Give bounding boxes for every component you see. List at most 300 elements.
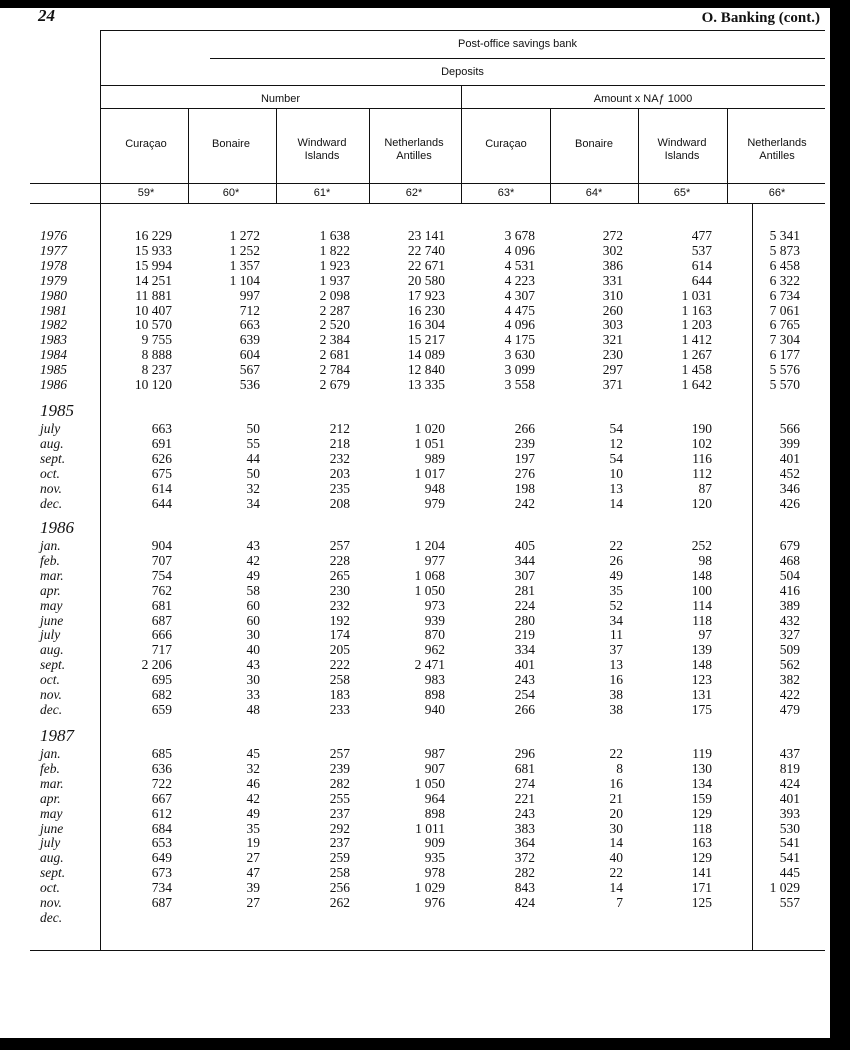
- table-cell: 372: [514, 850, 535, 866]
- table-cell: 14 089: [407, 347, 445, 363]
- table-cell: 258: [329, 865, 350, 881]
- table-cell: 2 681: [319, 347, 350, 363]
- table-cell: 401: [779, 450, 800, 466]
- table-cell: 2 206: [141, 657, 172, 673]
- table-cell: 898: [424, 805, 445, 821]
- table-cell: 6 458: [769, 257, 800, 273]
- section-title: O. Banking (cont.): [701, 10, 820, 26]
- table-cell: 7 304: [769, 332, 800, 348]
- rule-under-group: [100, 108, 825, 109]
- table-cell: 8 237: [141, 362, 172, 378]
- table-cell: 612: [151, 805, 172, 821]
- group-heading: 1985: [40, 401, 74, 420]
- table-cell: 35: [609, 582, 623, 598]
- table-cell: 8 888: [141, 347, 172, 363]
- row-label: 1977: [40, 242, 67, 258]
- table-cell: 695: [151, 672, 172, 688]
- table-cell: 1 357: [229, 257, 260, 273]
- table-cell: 32: [246, 480, 260, 496]
- column-code: 66*: [768, 187, 786, 199]
- table-cell: 541: [779, 835, 800, 851]
- table-cell: 15 217: [407, 332, 445, 348]
- row-label: july: [40, 835, 61, 851]
- table-cell: 12: [609, 435, 623, 451]
- table-cell: 1 252: [229, 242, 260, 258]
- table-cell: 562: [779, 657, 800, 673]
- table-cell: 258: [329, 672, 350, 688]
- table-cell: 34: [246, 495, 260, 511]
- table-cell: 5 873: [769, 242, 800, 258]
- row-label: 1976: [40, 228, 67, 243]
- row-label: nov.: [40, 687, 62, 702]
- col-divider: [188, 108, 189, 203]
- rule-top: [100, 30, 825, 31]
- table-cell: 44: [246, 450, 260, 466]
- table-cell: 6 734: [769, 287, 800, 303]
- table-cell: 684: [151, 820, 172, 836]
- table-cell: 130: [691, 760, 712, 776]
- table-cell: 4 531: [504, 257, 535, 273]
- table-cell: 22 671: [407, 257, 445, 273]
- deposits-header: Deposits: [441, 66, 484, 78]
- table-cell: 242: [514, 495, 535, 511]
- table-cell: 37: [609, 642, 623, 658]
- col-divider: [727, 108, 728, 203]
- table-cell: 979: [424, 495, 445, 511]
- table-cell: 260: [602, 302, 623, 318]
- table-cell: 123: [691, 672, 712, 688]
- table-cell: 4 223: [504, 272, 535, 288]
- table-cell: 274: [514, 775, 535, 791]
- table-cell: 1 267: [681, 347, 712, 363]
- table-cell: 280: [514, 612, 535, 628]
- table-cell: 276: [514, 465, 535, 481]
- table-cell: 265: [329, 567, 350, 583]
- scan-border-top: [0, 0, 850, 8]
- table-cell: 292: [329, 820, 350, 836]
- table-cell: 42: [246, 790, 260, 806]
- table-cell: 297: [602, 362, 623, 378]
- table-cell: 148: [691, 567, 712, 583]
- table-cell: 239: [329, 760, 350, 776]
- table-cell: 233: [329, 701, 350, 717]
- table-cell: 386: [602, 257, 623, 273]
- table-cell: 266: [514, 701, 535, 717]
- table-cell: 393: [779, 805, 800, 821]
- table-cell: 27: [246, 850, 260, 866]
- table-cell: 939: [424, 612, 445, 628]
- table-cell: 722: [151, 775, 172, 791]
- table-cell: 541: [779, 850, 800, 866]
- table-cell: 102: [691, 435, 712, 451]
- row-label: apr.: [40, 582, 61, 598]
- table-cell: 38: [609, 701, 623, 717]
- row-label: dec.: [40, 909, 63, 925]
- table-cell: 97: [698, 627, 712, 643]
- table-cell: 687: [151, 895, 172, 910]
- table-cell: 679: [779, 538, 800, 553]
- table-cell: 87: [698, 480, 712, 496]
- row-label: feb.: [40, 760, 60, 776]
- table-cell: 16 304: [407, 317, 445, 333]
- table-cell: 973: [424, 597, 445, 613]
- table-cell: 5 570: [769, 377, 800, 392]
- table-cell: 9 755: [141, 332, 172, 348]
- table-cell: 21: [609, 790, 623, 806]
- table-cell: 416: [779, 582, 800, 598]
- page-number: 24: [38, 6, 55, 25]
- table-cell: 224: [514, 597, 535, 613]
- table-cell: 4 307: [504, 287, 535, 303]
- table-cell: 989: [424, 450, 445, 466]
- table-cell: 2 287: [319, 302, 350, 318]
- table-cell: 243: [514, 672, 535, 688]
- row-label: nov.: [40, 895, 62, 910]
- table-cell: 310: [602, 287, 623, 303]
- table-cell: 1 011: [415, 820, 445, 836]
- column-code: 64*: [585, 187, 603, 199]
- table-cell: 11: [610, 627, 623, 643]
- table-cell: 266: [514, 421, 535, 436]
- table-cell: 445: [779, 865, 800, 881]
- table-cell: 303: [602, 317, 623, 333]
- table-cell: 1 031: [681, 287, 712, 303]
- row-label: feb.: [40, 552, 60, 568]
- table-cell: 762: [151, 582, 172, 598]
- row-label: aug.: [40, 642, 64, 658]
- row-label: 1980: [40, 287, 67, 303]
- table-cell: 566: [779, 421, 800, 436]
- table-cell: 15 933: [134, 242, 172, 258]
- table-cell: 219: [514, 627, 535, 643]
- table-cell: 327: [779, 627, 800, 643]
- row-label: 1979: [40, 272, 67, 288]
- table-cell: 383: [514, 820, 535, 836]
- table-cell: 7 061: [769, 302, 800, 318]
- group-heading: 1986: [40, 518, 74, 537]
- row-label: aug.: [40, 850, 64, 866]
- row-label: apr.: [40, 790, 61, 806]
- table-cell: 898: [424, 687, 445, 702]
- table-cell: 940: [424, 701, 445, 717]
- table-cell: 1 163: [681, 302, 712, 318]
- table-cell: 707: [151, 552, 172, 568]
- row-label: july: [40, 627, 61, 643]
- rule-under-title: [210, 58, 825, 59]
- row-label: 1981: [40, 302, 67, 318]
- table-cell: 5 341: [769, 228, 800, 243]
- table-cell: 935: [424, 850, 445, 866]
- table-cell: 205: [329, 642, 350, 658]
- table-cell: 334: [514, 642, 535, 658]
- table-cell: 424: [779, 775, 800, 791]
- table-cell: 98: [698, 552, 712, 568]
- table-cell: 382: [779, 672, 800, 688]
- row-label: june: [40, 612, 64, 628]
- row-label: dec.: [40, 495, 63, 511]
- table-cell: 1 458: [681, 362, 712, 378]
- table-cell: 38: [609, 687, 623, 702]
- table-cell: 907: [424, 760, 445, 776]
- table-cell: 675: [151, 465, 172, 481]
- table-cell: 4 175: [504, 332, 535, 348]
- table-cell: 222: [329, 657, 350, 673]
- table-cell: 987: [424, 746, 445, 761]
- table-cell: 141: [691, 865, 712, 881]
- table-cell: 870: [424, 627, 445, 643]
- table-cell: 904: [151, 538, 172, 553]
- table-cell: 5 576: [769, 362, 800, 378]
- table-cell: 256: [329, 880, 350, 896]
- table-cell: 364: [514, 835, 535, 851]
- table-cell: 717: [151, 642, 172, 658]
- table-cell: 1 029: [769, 880, 800, 896]
- column-header: Netherlands Antilles: [747, 137, 807, 162]
- table-cell: 26: [609, 552, 623, 568]
- table-cell: 42: [246, 552, 260, 568]
- table-cell: 479: [779, 701, 800, 717]
- table-cell: 48: [246, 701, 260, 717]
- table-cell: 257: [329, 746, 350, 761]
- table-cell: 557: [779, 895, 800, 910]
- table-cell: 112: [692, 465, 712, 481]
- amount-header: Amount x NAƒ 1000: [593, 93, 693, 105]
- table-cell: 49: [246, 805, 260, 821]
- row-label: jan.: [40, 746, 61, 761]
- column-header: Curaçao: [485, 138, 527, 150]
- stub-divider: [100, 30, 101, 950]
- row-label: mar.: [40, 775, 64, 791]
- table-cell: 663: [151, 421, 172, 436]
- table-cell: 46: [246, 775, 260, 791]
- row-label: 1986: [40, 377, 67, 392]
- table-cell: 14 251: [134, 272, 172, 288]
- table-cell: 673: [151, 865, 172, 881]
- table-cell: 15 994: [134, 257, 172, 273]
- table-cell: 20 580: [407, 272, 445, 288]
- table-cell: 221: [514, 790, 535, 806]
- table-cell: 426: [779, 495, 800, 511]
- table-cell: 2 471: [414, 657, 445, 673]
- table-cell: 183: [329, 687, 350, 702]
- row-label: oct.: [40, 672, 60, 688]
- table-cell: 33: [246, 687, 260, 702]
- table-cell: 208: [329, 495, 350, 511]
- column-code: 59*: [137, 187, 155, 199]
- table-cell: 49: [609, 567, 623, 583]
- table-cell: 43: [246, 538, 260, 553]
- table-cell: 344: [514, 552, 535, 568]
- table-cell: 1 822: [319, 242, 350, 258]
- table-cell: 401: [514, 657, 535, 673]
- table-cell: 190: [691, 421, 712, 436]
- table-cell: 1 020: [414, 421, 445, 436]
- table-cell: 321: [602, 332, 623, 348]
- table-cell: 8: [616, 760, 623, 776]
- table-cell: 977: [424, 552, 445, 568]
- table-cell: 331: [602, 272, 623, 288]
- row-label: oct.: [40, 880, 60, 896]
- table-cell: 14: [609, 835, 623, 851]
- table-cell: 232: [329, 597, 350, 613]
- scan-border-right: [830, 0, 850, 1050]
- table-cell: 40: [246, 642, 260, 658]
- table-cell: 10 407: [134, 302, 172, 318]
- column-header: Windward Islands: [297, 137, 347, 162]
- row-label: aug.: [40, 435, 64, 451]
- table-cell: 1 923: [319, 257, 350, 273]
- table-cell: 175: [691, 701, 712, 717]
- table-cell: 125: [691, 895, 712, 910]
- table-cell: 60: [246, 612, 260, 628]
- table-cell: 1 050: [414, 582, 445, 598]
- row-label: 1984: [40, 347, 67, 363]
- table-cell: 2 098: [319, 287, 350, 303]
- table-cell: 252: [691, 538, 712, 553]
- number-header: Number: [260, 93, 301, 105]
- table-cell: 22: [609, 538, 623, 553]
- table-cell: 296: [514, 746, 535, 761]
- table-cell: 282: [514, 865, 535, 881]
- table-cell: 685: [151, 746, 172, 761]
- table-cell: 644: [691, 272, 712, 288]
- table-cell: 198: [514, 480, 535, 496]
- table-cell: 307: [514, 567, 535, 583]
- table-cell: 16 230: [407, 302, 445, 318]
- table-cell: 681: [514, 760, 535, 776]
- table-cell: 1 017: [414, 465, 445, 481]
- table-cell: 1 642: [681, 377, 712, 392]
- table-cell: 983: [424, 672, 445, 688]
- table-cell: 255: [329, 790, 350, 806]
- table-cell: 30: [246, 672, 260, 688]
- row-label: jan.: [40, 538, 61, 553]
- table-cell: 257: [329, 538, 350, 553]
- table-cell: 58: [246, 582, 260, 598]
- table-cell: 243: [514, 805, 535, 821]
- column-header: Bonaire: [212, 138, 250, 150]
- table-cell: 120: [691, 495, 712, 511]
- table-cell: 1 050: [414, 775, 445, 791]
- table-cell: 3 678: [504, 228, 535, 243]
- table-cell: 50: [246, 465, 260, 481]
- table-cell: 272: [602, 228, 623, 243]
- table-cell: 47: [246, 865, 260, 881]
- table-cell: 687: [151, 612, 172, 628]
- rule-below-codes: [30, 203, 825, 204]
- table-cell: 2 679: [319, 377, 350, 392]
- table-cell: 119: [692, 746, 712, 761]
- table-cell: 302: [602, 242, 623, 258]
- table-cell: 129: [691, 850, 712, 866]
- table-cell: 2 784: [319, 362, 350, 378]
- column-code: 61*: [313, 187, 331, 199]
- table-cell: 212: [329, 421, 350, 436]
- table-cell: 567: [239, 362, 260, 378]
- table-cell: 230: [329, 582, 350, 598]
- table-cell: 666: [151, 627, 172, 643]
- table-cell: 13 335: [407, 377, 445, 392]
- column-header: Bonaire: [575, 138, 613, 150]
- table-cell: 230: [602, 347, 623, 363]
- table-cell: 843: [514, 880, 535, 896]
- table-cell: 54: [609, 421, 623, 436]
- table-cell: 3 630: [504, 347, 535, 363]
- table-cell: 262: [329, 895, 350, 910]
- table-cell: 4 096: [504, 242, 535, 258]
- table-cell: 976: [424, 895, 445, 910]
- table-cell: 437: [779, 746, 800, 761]
- table-cell: 118: [692, 820, 712, 836]
- table-cell: 237: [329, 835, 350, 851]
- table-cell: 626: [151, 450, 172, 466]
- table-cell: 909: [424, 835, 445, 851]
- table-cell: 116: [692, 450, 712, 466]
- table-cell: 691: [151, 435, 172, 451]
- column-code: 63*: [497, 187, 515, 199]
- table-cell: 129: [691, 805, 712, 821]
- table-cell: 203: [329, 465, 350, 481]
- table-cell: 509: [779, 642, 800, 658]
- table-cell: 659: [151, 701, 172, 717]
- rule-under-deposits: [100, 85, 825, 86]
- table-cell: 14: [609, 495, 623, 511]
- row-label: may: [40, 805, 63, 821]
- table-cell: 52: [609, 597, 623, 613]
- table-cell: 148: [691, 657, 712, 673]
- table-cell: 159: [691, 790, 712, 806]
- table-cell: 636: [151, 760, 172, 776]
- table-cell: 30: [246, 627, 260, 643]
- table-cell: 11 881: [135, 287, 172, 303]
- table-cell: 639: [239, 332, 260, 348]
- table-cell: 819: [779, 760, 800, 776]
- table-cell: 614: [151, 480, 172, 496]
- table-cell: 399: [779, 435, 800, 451]
- table-cell: 734: [151, 880, 172, 896]
- row-label: 1978: [40, 257, 67, 273]
- table-cell: 604: [239, 347, 260, 363]
- table-cell: 17 923: [407, 287, 445, 303]
- table-cell: 174: [329, 627, 350, 643]
- table-cell: 20: [609, 805, 623, 821]
- row-label: 1983: [40, 332, 67, 348]
- table-cell: 55: [246, 435, 260, 451]
- scan-border-bottom: [0, 1038, 850, 1050]
- table-cell: 27: [246, 895, 260, 910]
- table-cell: 346: [779, 480, 800, 496]
- row-label: oct.: [40, 465, 60, 481]
- table-cell: 504: [779, 567, 800, 583]
- table-cell: 14: [609, 880, 623, 896]
- table-cell: 530: [779, 820, 800, 836]
- table-cell: 1 638: [319, 228, 350, 243]
- table-cell: 1 029: [414, 880, 445, 896]
- table-cell: 401: [779, 790, 800, 806]
- table-cell: 962: [424, 642, 445, 658]
- table-cell: 16: [609, 672, 623, 688]
- table-cell: 667: [151, 790, 172, 806]
- table-cell: 4 096: [504, 317, 535, 333]
- group-heading: 1987: [40, 726, 74, 745]
- row-label: 1985: [40, 362, 67, 378]
- table-cell: 282: [329, 775, 350, 791]
- table-cell: 7: [616, 895, 623, 910]
- table-cell: 281: [514, 582, 535, 598]
- table-cell: 1 068: [414, 567, 445, 583]
- table-cell: 754: [151, 567, 172, 583]
- rule-above-codes: [30, 183, 825, 184]
